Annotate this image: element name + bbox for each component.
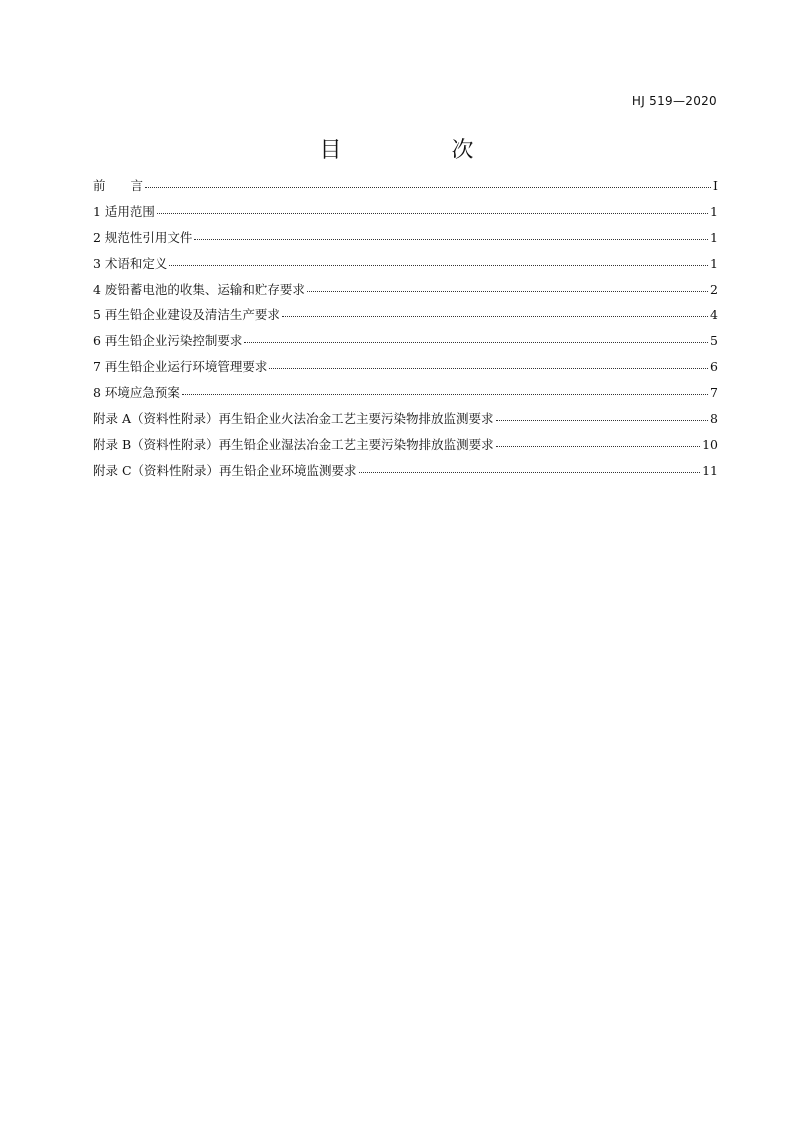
toc-entry-page: 1 — [710, 229, 718, 245]
toc-entry-text: 2 规范性引用文件 — [93, 229, 193, 245]
toc-entry-1[interactable] — [93, 199, 718, 225]
toc-leader — [496, 437, 700, 449]
toc-entry-2[interactable] — [93, 225, 718, 251]
toc-leader — [169, 256, 708, 268]
toc-entry-5[interactable] — [93, 302, 718, 328]
document-code: HJ 519—2020 — [631, 94, 717, 108]
toc-entry-page: 7 — [710, 385, 718, 401]
toc-entry-text: 1 适用范围 — [93, 203, 155, 219]
toc-entry-text: 附录 B（资料性附录）再生铅企业湿法冶金工艺主要污染物排放监测要求 — [93, 436, 494, 452]
toc-leader — [194, 230, 708, 242]
toc-entry-text: 附录 C（资料性附录）再生铅企业环境监测要求 — [93, 462, 357, 478]
toc-entry-page: 8 — [710, 411, 718, 427]
toc-entry-6[interactable] — [93, 328, 718, 354]
toc-leader — [182, 385, 708, 397]
toc-entry-page: 5 — [710, 333, 718, 349]
toc-entry-text: 前 言 — [93, 178, 144, 193]
toc-leader — [145, 178, 711, 190]
toc-leader — [307, 282, 708, 294]
toc-entry-page: 1 — [710, 255, 718, 271]
toc-entry-page: 2 — [710, 281, 718, 297]
toc-entry-page: I — [713, 178, 718, 193]
toc-entry-appendix-a[interactable] — [93, 406, 718, 432]
toc-list — [93, 173, 718, 484]
toc-leader — [496, 411, 709, 423]
toc-entry-appendix-c[interactable] — [93, 458, 718, 484]
toc-entry-text: 8 环境应急预案 — [93, 385, 180, 401]
toc-entry-3[interactable] — [93, 251, 718, 277]
toc-entry-page: 4 — [710, 307, 718, 323]
toc-entry-page: 6 — [710, 359, 718, 375]
toc-entry-text: 6 再生铅企业污染控制要求 — [93, 333, 243, 349]
toc-entry-4[interactable] — [93, 277, 718, 303]
toc-entry-7[interactable] — [93, 354, 718, 380]
toc-entry-appendix-b[interactable] — [93, 432, 718, 458]
toc-title: 目 次 — [319, 138, 518, 163]
toc-leader — [157, 204, 708, 216]
toc-entry-preface[interactable] — [93, 173, 718, 199]
toc-entry-8[interactable] — [93, 380, 718, 406]
toc-leader — [244, 333, 708, 345]
toc-entry-text: 附录 A（资料性附录）再生铅企业火法冶金工艺主要污染物排放监测要求 — [93, 411, 494, 427]
toc-leader — [282, 307, 708, 319]
toc-leader — [359, 463, 701, 475]
toc-entry-page: 1 — [710, 203, 718, 219]
toc-entry-page: 10 — [702, 436, 718, 452]
toc-entry-text: 4 废铅蓄电池的收集、运输和贮存要求 — [93, 281, 305, 297]
toc-entry-text: 7 再生铅企业运行环境管理要求 — [93, 359, 268, 375]
toc-entry-text: 5 再生铅企业建设及清洁生产要求 — [93, 307, 280, 323]
toc-entry-page: 11 — [702, 462, 718, 478]
toc-entry-text: 3 术语和定义 — [93, 255, 168, 271]
toc-leader — [269, 359, 708, 371]
